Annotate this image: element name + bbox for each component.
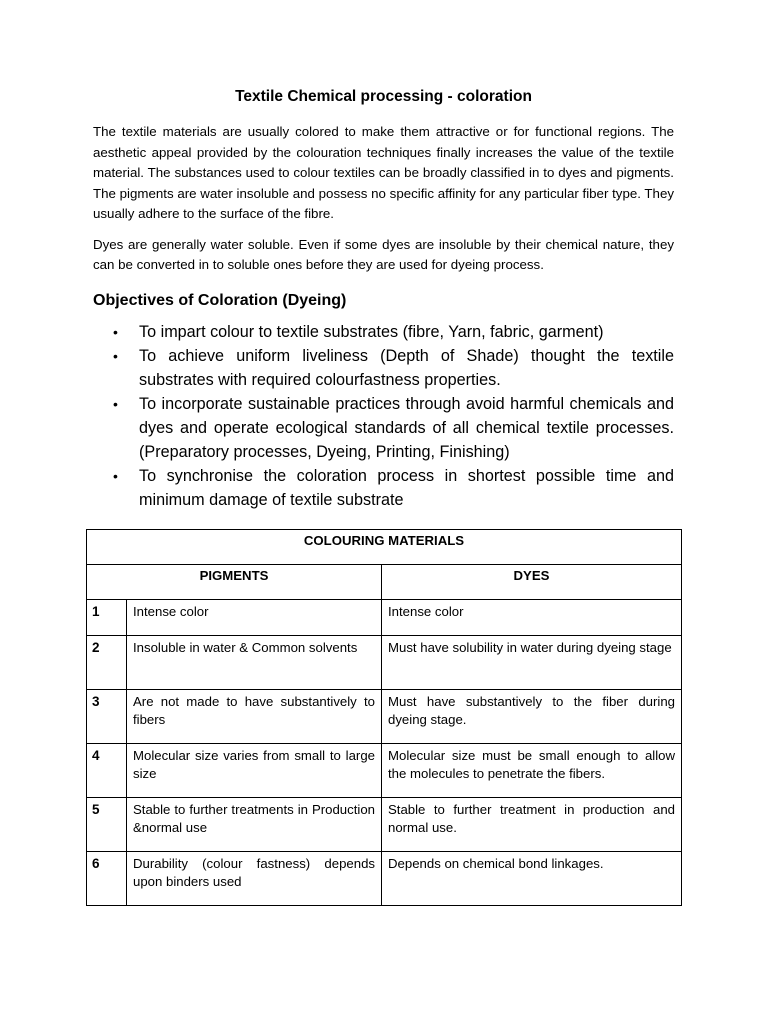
pigments-cell: Durability (colour fastness) depends upon binders used [127,852,382,906]
colouring-materials-table [86,529,682,906]
bullet-icon: • [113,323,118,340]
bullet-icon: • [113,395,118,412]
table-row [87,798,682,852]
bullet-icon: • [113,347,118,364]
row-number: 6 [87,852,127,906]
intro-paragraph: The textile materials are usually colored to make them attractive or for functional regions. The aesthetic appeal provided by the colouration techniques finally increases the value of the textile material. The substances used to colour textiles can be broadly classified in to dyes and pigments. The pigments are water insoluble and possess no specific affinity for any particular fiber type. They usually adhere to the surface of the fibre. [93,124,674,221]
row-number: 3 [87,690,127,744]
row-number: 1 [87,600,127,636]
row-number: 2 [87,636,127,690]
pigments-cell: Stable to further treatments in Production &normal use [127,798,382,852]
table-header-row [87,565,682,600]
document-page [93,86,674,512]
bullet-icon: • [113,467,118,484]
pigments-cell: Molecular size varies from small to large size [127,744,382,798]
table-row [87,852,682,906]
objective-text: To synchronise the coloration process in shortest possible time and minimum damage of textile substrate [139,466,674,509]
dyes-cell: Depends on chemical bond linkages. [382,852,682,906]
list-item [93,344,674,392]
list-item [93,392,674,464]
table-row [87,600,682,636]
dyes-cell: Must have substantively to the fiber during dyeing stage. [382,690,682,744]
table-title-row [87,530,682,565]
dyes-paragraph: Dyes are generally water soluble. Even if some dyes are insoluble by their chemical nature, they can be converted in to soluble ones before they are used for dyeing process. [93,236,674,272]
objectives-heading: Objectives of Coloration (Dyeing) [93,291,347,309]
dyes-cell: Must have solubility in water during dyeing stage [382,636,682,690]
table-row [87,636,682,690]
objectives-list [93,320,674,512]
column-header-pigments: PIGMENTS [87,565,382,600]
objective-text: To incorporate sustainable practices through avoid harmful chemicals and dyes and operate ecological standards of all chemical textile processes. (Preparatory processes, Dyeing, Printing, Finishing) [139,394,674,461]
objective-text: To impart colour to textile substrates (fibre, Yarn, fabric, garment) [139,322,604,341]
pigments-cell: Intense color [127,600,382,636]
dyes-cell: Stable to further treatment in production and normal use. [382,798,682,852]
row-number: 4 [87,744,127,798]
pigments-cell: Are not made to have substantively to fibers [127,690,382,744]
dyes-cell: Molecular size must be small enough to allow the molecules to penetrate the fibers. [382,744,682,798]
table-row [87,744,682,798]
row-number: 5 [87,798,127,852]
table-row [87,690,682,744]
table-title: COLOURING MATERIALS [87,530,682,565]
list-item [93,320,674,344]
dyes-cell: Intense color [382,600,682,636]
list-item [93,464,674,512]
objective-text: To achieve uniform liveliness (Depth of Shade) thought the textile substrates with required colourfastness properties. [139,346,674,389]
document-title: Textile Chemical processing - coloration [235,88,532,105]
column-header-dyes: DYES [382,565,682,600]
pigments-cell: Insoluble in water & Common solvents [127,636,382,690]
